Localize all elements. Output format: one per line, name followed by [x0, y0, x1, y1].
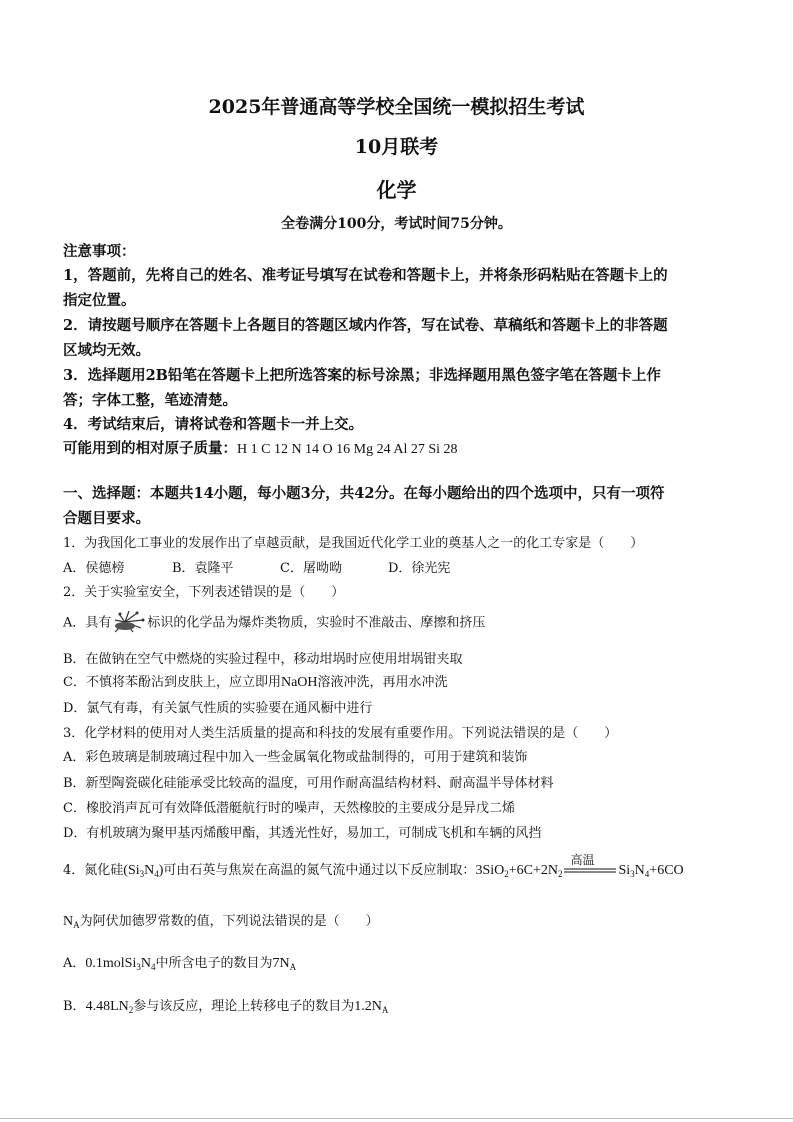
q4-option-b-quantity: $4.48LN_2$: [85, 999, 134, 1015]
q4-stem: [63, 852, 684, 881]
q2-option-a: [63, 608, 485, 638]
q3-option-d: D．有机玻璃为聚甲基丙烯酸甲酯，其透光性好，易加工，可制成飞机和车辆的风挡: [63, 826, 542, 841]
q4-na-note: [63, 910, 379, 930]
q4-option-a-qty: 0.1mol: [85, 956, 125, 971]
q3-stem: 3．化学材料的使用对人类生活质量的提高和科技的发展有重要作用。下列说法错误的是（ ）: [63, 726, 618, 741]
section-1-heading-line-1: 一、选择题：本题共14小题，每小题3分，共42分。在每小题给出的四个选项中，只有一项符: [63, 485, 665, 502]
q4-stem-middle: 可由石英与焦炭在高温的氮气流中通过以下反应制取：: [163, 863, 476, 878]
reaction-reactants: $3SiO_2+6C+2N_2$: [475, 863, 563, 879]
exam-info: 全卷满分100分，考试时间75分钟。: [281, 216, 512, 232]
q1-stem: 1．为我国化工事业的发展作出了卓越贡献，是我国近代化学工业的奠基人之一的化工专家是（ ）: [63, 536, 644, 551]
note-2-line-2: 区域均无效。: [63, 342, 150, 359]
q4-option-b-prefix: B．: [63, 999, 86, 1014]
note-1-line-2: 指定位置。: [63, 292, 136, 309]
q1-option-a: A．侯德榜: [63, 561, 125, 576]
subject-title: 化学: [376, 178, 417, 202]
atomic-mass-values: H 1 C 12 N 14 O 16 Mg 24 Al 27 Si 28: [237, 442, 458, 457]
explosive-hazard-icon: [111, 608, 147, 638]
exam-title: 2025年普通高等学校全国统一模拟招生考试: [208, 96, 585, 118]
notes-heading: 注意事项：: [63, 243, 136, 260]
exam-subtitle: 10月联考: [354, 136, 439, 158]
q1-option-c: C．屠呦呦: [280, 561, 342, 576]
q2-option-a-prefix: A．具有: [63, 615, 112, 631]
q4-option-b-val: 1.2: [354, 999, 372, 1014]
q1-option-d: D．徐光宪: [388, 561, 451, 576]
q2-option-d: D．氯气有毒，有关氯气性质的实验要在通风橱中进行: [63, 701, 373, 716]
q4-option-b-value: $1.2N_A$: [354, 999, 389, 1015]
q1-option-b: B．袁隆平: [172, 561, 234, 576]
reaction-condition-arrow: [562, 852, 618, 881]
q4-option-a-mid: 中所含电子的数目为: [155, 956, 273, 971]
note-3-line-1: 3．选择题用2B铅笔在答题卡上把所选答案的标号涂黑；非选择题用黑色签字笔在答题卡上作: [63, 367, 661, 384]
q2-option-c-suffix: 溶液冲洗，再用水冲洗: [317, 675, 448, 690]
na-symbol: $N_A$: [63, 914, 80, 930]
note-4: 4．考试结束后，请将试卷和答题卡一并上交。: [63, 416, 364, 433]
q3-option-a: A．彩色玻璃是制玻璃过程中加入一些金属氧化物或盐制得的，可用于建筑和装饰: [63, 750, 528, 765]
q3-option-b: B．新型陶瓷碳化硅能承受比较高的温度，可用作耐高温结构材料、耐高温半导体材料: [63, 776, 554, 791]
note-2-line-1: 2．请按题号顺序在答题卡上各题目的答题区域内作答，写在试卷、草稿纸和答题卡上的非答题: [63, 317, 668, 334]
note-3-line-2: 答；字体工整，笔迹清楚。: [63, 392, 237, 409]
q2-option-a-suffix: 标识的化学品为爆炸类物质，实验时不准敲击、摩擦和挤压: [147, 615, 486, 631]
q4-option-b: [63, 995, 388, 1015]
q4-option-a: [63, 952, 296, 972]
q4-stem-prefix: 4．氮化硅: [63, 863, 124, 878]
q3-option-c: C．橡胶消声瓦可有效降低潜艇航行时的噪声，天然橡胶的主要成分是异戊二烯: [63, 801, 515, 816]
atomic-mass-line: [63, 437, 458, 458]
page-bottom-divider: [0, 1118, 793, 1119]
q4-option-a-value: $7N_A$: [272, 956, 297, 972]
reaction-products: $Si_3N_4+6CO$: [618, 863, 684, 879]
q4-option-a-quantity: $0.1molSi_3N_4$: [85, 956, 156, 972]
q4-option-b-qty: 4.48L: [85, 999, 119, 1014]
q2-option-c: [63, 671, 448, 691]
q4-option-b-mid: 参与该反应，理论上转移电子的数目为: [133, 999, 355, 1014]
section-1-heading-line-2: 合题目要求。: [63, 510, 150, 527]
note-1-line-1: 1，答题前，先将自己的姓名、准考证号填写在试卷和答题卡上，并将条形码粘贴在答题卡上的: [63, 267, 668, 284]
q2-stem: 2．关于实验室安全，下列表述错误的是（ ）: [63, 585, 345, 600]
si3n4-formula: $(Si_3N_4)$: [123, 863, 164, 879]
q2-option-c-prefix: C．不慎将苯酚沾到皮肤上，应立即用: [63, 675, 281, 690]
naoh-formula: NaOH: [280, 675, 318, 690]
reaction-condition: 高温: [570, 852, 595, 867]
atomic-mass-label: 可能用到的相对原子质量：: [63, 440, 237, 457]
q4-na-note-text: 为阿伏加德罗常数的值，下列说法错误的是（ ）: [79, 914, 379, 929]
q4-option-a-prefix: A．: [63, 956, 86, 971]
q4-option-a-val: 7: [272, 956, 280, 971]
q2-option-b: B．在做钠在空气中燃烧的实验过程中，移动坩埚时应使用坩埚钳夹取: [63, 652, 463, 667]
